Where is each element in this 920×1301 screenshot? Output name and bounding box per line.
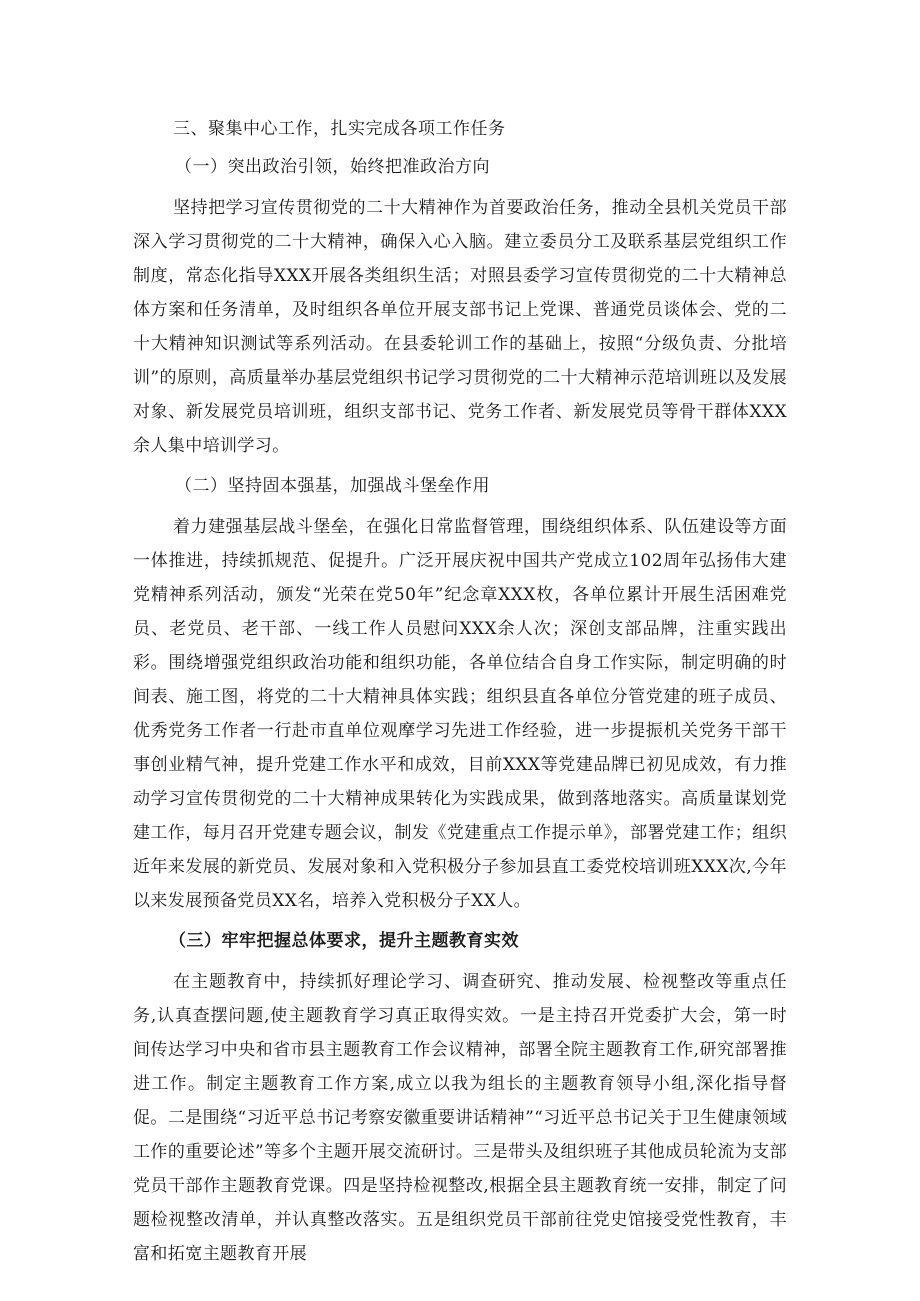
subsection-heading-1: （一）突出政治引领，始终把准政治方向 — [175, 157, 490, 177]
paragraph-2: 着力建强基层战斗堡垒，在强化日常监督管理，围绕组织体系、队伍建设等方面一体推进，持续抓规范、促提升。广泛开展庆祝中国共产党成立102周年弘扬伟大建党精神系列活动，颁发“光荣在党50年”纪念章XXX枚，各单位累计开展生活困难党员、老党员、老干部、一线工作人员慰问XXX余人次；深创支部品牌，注重实践出彩。围绕增强党组织政治功能和组织功能，各单位结合自身工作实际，制定明确的时间表、施工图，将党的二十大精神具体实践；组织县直各单位分管党建的班子成员、优秀党务工作者一行赴市直单位观摩学习先进工作经验，进一步提振机关党务干部干事创业精气神，提升党建工作水平和成效，目前XXX等党建品牌已初见成效，有力推动学习宣传贯彻党的二十大精神成果转化为实践成果，做到落地落实。高质量谋划党建工作，每月召开党建专题会议，制发《党建重点工作提示单》，部署党建工作；组织近年来发展的新党员、发展对象和入党积极分子参加县直工委党校培训班XXX次,今年以来发展预备党员XX名，培养入党积极分子XX人。 — [133, 517, 787, 911]
paragraph-1: 坚持把学习宣传贯彻党的二十大精神作为首要政治任务，推动全县机关党员干部深入学习贯彻党的二十大精神，确保入心入脑。建立委员分工及联系基层党组织工作制度，常态化指导XXX开展各类组织生活；对照县委学习宣传贯彻党的二十大精神总体方案和任务清单，及时组织各单位开展支部书记上党课、普通党员谈体会、党的二十大精神知识测试等系列活动。在县委轮训工作的基础上，按照“分级负责、分批培训”的原则，高质量举办基层党组织书记学习贯彻党的二十大精神示范培训班以及发展对象、新发展党员培训班，组织支部书记、党务工作者、新发展党员等骨干群体XXX余人集中培训学习。 — [133, 198, 787, 456]
section-heading: 三、聚集中心工作，扎实完成各项工作任务 — [173, 119, 506, 139]
subsection-heading-2: （二）坚持固本强基，加强战斗堡垒作用 — [175, 476, 490, 496]
subsection-heading-3: （三）牢牢把握总体要求，提升主题教育实效 — [169, 931, 519, 951]
paragraph-3: 在主题教育中，持续抓好理论学习、调查研究、推动发展、检视整改等重点任务,认真查摆问题,使主题教育学习真正取得实效。一是主持召开党委扩大会，第一时间传达学习中央和省市县主题教育工作会议精神，部署全院主题教育工作,研究部署推进工作。制定主题教育工作方案,成立以我为组长的主题教育领导小组,深化指导督促。二是围绕“习近平总书记考察安徽重要讲话精神”“习近平总书记关于卫生健康领域工作的重要论述”等多个主题开展交流研讨。三是带头及组织班子其他成员轮流为支部党员干部作主题教育党课。四是坚持检视整改,根据全县主题教育统一安排，制定了问题检视整改清单，并认真整改落实。五是组织党员干部前往党史馆接受党性教育，丰富和拓宽主题教育开展 — [133, 972, 787, 1264]
document-body — [133, 112, 787, 1271]
